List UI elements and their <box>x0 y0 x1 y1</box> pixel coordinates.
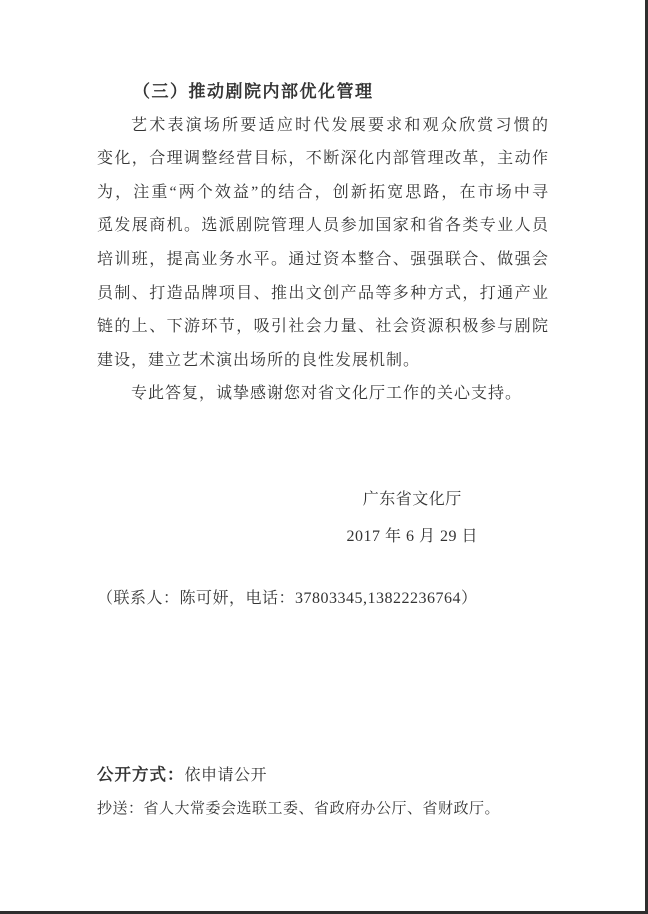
body-line-3: 为，注重“两个效益”的结合，创新拓宽思路，在市场中寻 <box>97 183 549 201</box>
section-heading: （三）推动剧院内部优化管理 <box>133 82 374 101</box>
disclosure-value: 依申请公开 <box>184 766 268 784</box>
document-content <box>97 0 549 821</box>
body-line-1: 艺术表演场所要适应时代发展要求和观众欣赏习惯的 <box>131 116 549 134</box>
signature-block <box>346 481 478 555</box>
disclosure-line <box>97 762 549 789</box>
signature-date: 2017 年 6 月 29 日 <box>346 527 478 545</box>
signature-organization: 广东省文化厅 <box>362 490 462 508</box>
body-line-4: 觅发展商机。选派剧院管理人员参加国家和省各类专业人员 <box>97 217 549 235</box>
body-line-8: 建设，建立艺术演出场所的良性发展机制。 <box>97 351 421 369</box>
contact-line: （联系人：陈可妍，电话：37803345,13822236764） <box>97 589 478 607</box>
body-line-7: 链的上、下游环节，吸引社会力量、社会资源积极参与剧院 <box>97 318 549 336</box>
disclosure-label: 公开方式： <box>97 765 185 784</box>
body-line-2: 变化，合理调整经营目标，不断深化内部管理改革，主动作 <box>97 150 549 168</box>
body-line-6: 员制、打造品牌项目、推出文创产品等多种方式，打通产业 <box>97 284 549 302</box>
body-paragraph <box>97 109 549 411</box>
body-line-5: 培训班，提高业务水平。通过资本整合、强强联合、做强会 <box>97 250 549 268</box>
cc-line: 抄送：省人大常委会选联工委、省政府办公厅、省财政厅。 <box>97 800 501 817</box>
closing-line: 专此答复，诚挚感谢您对省文化厅工作的关心支持。 <box>131 385 523 403</box>
